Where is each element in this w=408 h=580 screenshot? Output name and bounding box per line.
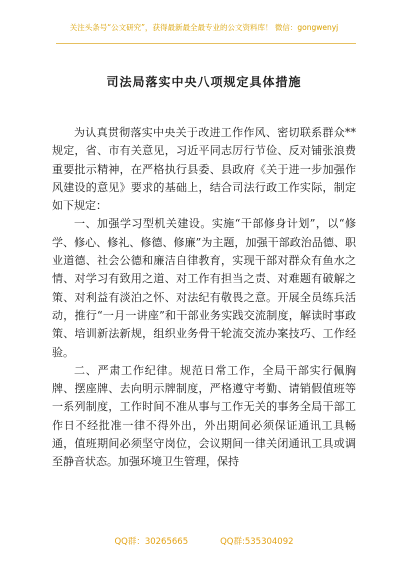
qq-group-1: QQ群：30265665 [114, 537, 189, 547]
intro-paragraph: 为认真贯彻落实中央关于改进工作作风、密切联系群众**规定，省、市有关意见，习近平同志厉行节俭、反对铺张浪费重要批示精神，在严格执行县委、县政府《关于进一步加强作风建设的意见》要求的基础上，结合司法行政工作实际，制定如下规定： [52, 126, 356, 213]
document-title: 司法局落实中央八项规定具体措施 [106, 75, 302, 89]
section-one-paragraph: 一、加强学习型机关建设。实施“干部修身计划”，以“修学、修心、修礼、修德、修廉”为主题，加强干部政治品德、职业道德、社会公德和廉洁自律教育，实现干部对群众有鱼水之情、对学习有致用之道、对工作有担当之责、对难题有破解之策、对利益有淡泊之怀、对法纪有敬畏之意。开展全员练兵活动，推行“一月一讲座”和干部业务实践交流制度，解读时事政策、培训新法新规，组织业务骨干轮流交流办案技巧、工作经验。 [52, 217, 356, 359]
header-divider [56, 43, 356, 44]
document-body [52, 124, 356, 472]
section-two-paragraph: 二、严肃工作纪律。规范日常工作，全局干部实行佩胸牌、摆座牌、去向明示牌制度，严格遵守考勤、请销假值班等一系列制度，工作时间不准从事与工作无关的事务全局干部工作日不经批准一律不得外出，外出期间必须保证通讯工具畅通，值班期间必须坚守岗位，会议期间一律关闭通讯工具或调至静音状态。加强环境卫生管理，保持 [52, 363, 356, 469]
qq-group-2: QQ群:535304092 [220, 537, 294, 547]
qq-footer [0, 535, 408, 547]
promo-header: 关注头条号“公文研究”，获得最新最全最专业的公文资料库！ 微信：gongwenyj [69, 23, 339, 32]
